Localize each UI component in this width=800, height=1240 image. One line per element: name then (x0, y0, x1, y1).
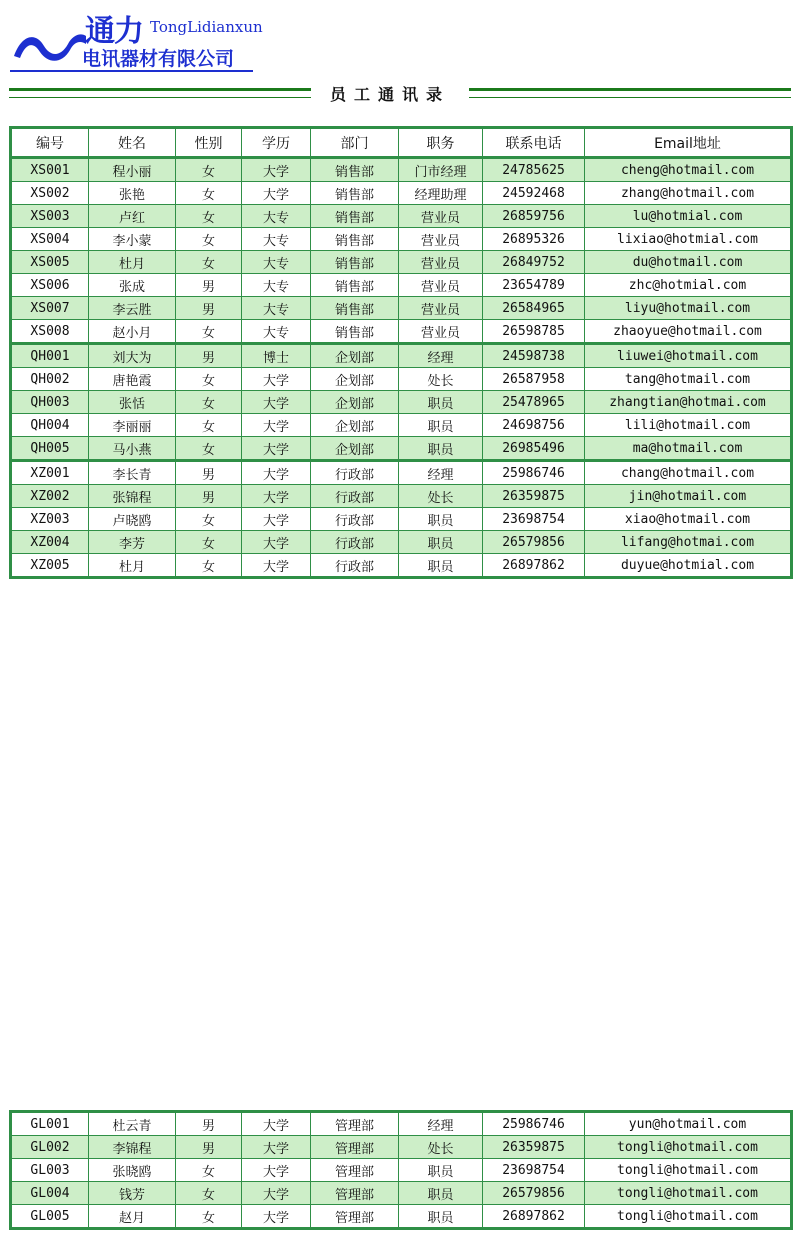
cell-education: 大学 (242, 437, 311, 461)
cell-position: 职员 (399, 391, 483, 414)
cell-email: jin@hotmail.com (585, 485, 792, 508)
cell-education: 大学 (242, 1205, 311, 1229)
cell-education: 大专 (242, 274, 311, 297)
cell-gender: 男 (176, 344, 242, 368)
cell-department: 管理部 (311, 1182, 399, 1205)
table-row (11, 320, 792, 344)
cell-id: XZ004 (11, 531, 89, 554)
cell-gender: 男 (176, 461, 242, 485)
wave-logo-icon (10, 26, 88, 66)
cell-name: 杜月 (89, 251, 176, 274)
table-row (11, 414, 792, 437)
cell-department: 管理部 (311, 1112, 399, 1136)
cell-phone: 26587958 (483, 368, 585, 391)
title-divider-right (469, 88, 791, 98)
cell-gender: 男 (176, 1136, 242, 1159)
cell-phone: 25986746 (483, 461, 585, 485)
cell-email: tongli@hotmail.com (585, 1182, 792, 1205)
cell-education: 大专 (242, 320, 311, 344)
cell-position: 营业员 (399, 320, 483, 344)
cell-name: 张成 (89, 274, 176, 297)
cell-position: 职员 (399, 1205, 483, 1229)
cell-position: 门市经理 (399, 158, 483, 182)
cell-id: QH005 (11, 437, 89, 461)
cell-position: 职员 (399, 1182, 483, 1205)
cell-department: 销售部 (311, 228, 399, 251)
cell-email: zhc@hotmial.com (585, 274, 792, 297)
cell-email: lu@hotmial.com (585, 205, 792, 228)
employee-table-body (11, 158, 792, 578)
cell-phone: 23654789 (483, 274, 585, 297)
cell-email: chang@hotmail.com (585, 461, 792, 485)
cell-email: xiao@hotmail.com (585, 508, 792, 531)
cell-name: 杜月 (89, 554, 176, 578)
cell-education: 大学 (242, 531, 311, 554)
table-row (11, 368, 792, 391)
cell-position: 职员 (399, 508, 483, 531)
cell-id: XZ003 (11, 508, 89, 531)
cell-phone: 26598785 (483, 320, 585, 344)
cell-gender: 女 (176, 158, 242, 182)
cell-position: 职员 (399, 1159, 483, 1182)
cell-name: 卢晓鸥 (89, 508, 176, 531)
cell-id: XS007 (11, 297, 89, 320)
cell-position: 营业员 (399, 205, 483, 228)
cell-name: 赵小月 (89, 320, 176, 344)
cell-department: 行政部 (311, 531, 399, 554)
cell-id: GL005 (11, 1205, 89, 1229)
employee-table-continued (9, 1110, 793, 1230)
cell-name: 张晓鸥 (89, 1159, 176, 1182)
cell-email: lili@hotmail.com (585, 414, 792, 437)
brand-company-name: 电讯器材有限公司 (82, 48, 235, 70)
cell-email: tang@hotmail.com (585, 368, 792, 391)
cell-email: duyue@hotmial.com (585, 554, 792, 578)
cell-email: tongli@hotmail.com (585, 1205, 792, 1229)
cell-position: 职员 (399, 437, 483, 461)
cell-email: du@hotmail.com (585, 251, 792, 274)
cell-gender: 女 (176, 368, 242, 391)
cell-name: 张艳 (89, 182, 176, 205)
cell-phone: 23698754 (483, 1159, 585, 1182)
table-row (11, 461, 792, 485)
cell-education: 大学 (242, 554, 311, 578)
title-divider-left (9, 88, 311, 98)
table-row (11, 391, 792, 414)
cell-education: 大学 (242, 1159, 311, 1182)
cell-phone: 24598738 (483, 344, 585, 368)
title-bar (9, 82, 791, 102)
cell-phone: 26985496 (483, 437, 585, 461)
table-row (11, 1205, 792, 1229)
column-header-position: 职务 (399, 128, 483, 158)
logo-underline (10, 70, 253, 72)
cell-position: 职员 (399, 554, 483, 578)
cell-gender: 女 (176, 251, 242, 274)
cell-phone: 26359875 (483, 485, 585, 508)
cell-phone: 26859756 (483, 205, 585, 228)
cell-id: QH004 (11, 414, 89, 437)
cell-position: 职员 (399, 414, 483, 437)
cell-phone: 24785625 (483, 158, 585, 182)
table-row (11, 274, 792, 297)
cell-department: 企划部 (311, 344, 399, 368)
table-row (11, 297, 792, 320)
cell-gender: 女 (176, 1205, 242, 1229)
cell-phone: 26359875 (483, 1136, 585, 1159)
cell-position: 营业员 (399, 251, 483, 274)
cell-department: 行政部 (311, 485, 399, 508)
cell-email: tongli@hotmail.com (585, 1159, 792, 1182)
cell-education: 大专 (242, 251, 311, 274)
cell-phone: 23698754 (483, 508, 585, 531)
cell-name: 李锦程 (89, 1136, 176, 1159)
cell-name: 李丽丽 (89, 414, 176, 437)
cell-email: zhangtian@hotmai.com (585, 391, 792, 414)
cell-position: 经理助理 (399, 182, 483, 205)
cell-email: lixiao@hotmial.com (585, 228, 792, 251)
cell-gender: 女 (176, 1159, 242, 1182)
cell-name: 唐艳霞 (89, 368, 176, 391)
cell-name: 程小丽 (89, 158, 176, 182)
cell-phone: 26579856 (483, 531, 585, 554)
cell-education: 博士 (242, 344, 311, 368)
cell-id: QH001 (11, 344, 89, 368)
cell-department: 销售部 (311, 274, 399, 297)
table-row (11, 531, 792, 554)
cell-gender: 男 (176, 297, 242, 320)
cell-education: 大学 (242, 414, 311, 437)
cell-position: 处长 (399, 1136, 483, 1159)
employee-table (9, 126, 793, 579)
cell-email: zhang@hotmail.com (585, 182, 792, 205)
table-row (11, 205, 792, 228)
cell-id: XZ005 (11, 554, 89, 578)
cell-email: ma@hotmail.com (585, 437, 792, 461)
cell-email: liuwei@hotmail.com (585, 344, 792, 368)
cell-department: 销售部 (311, 297, 399, 320)
table-row (11, 485, 792, 508)
cell-position: 营业员 (399, 297, 483, 320)
column-header-id: 编号 (11, 128, 89, 158)
cell-gender: 女 (176, 391, 242, 414)
cell-phone: 26897862 (483, 1205, 585, 1229)
cell-gender: 女 (176, 205, 242, 228)
cell-email: yun@hotmail.com (585, 1112, 792, 1136)
company-logo (10, 8, 263, 76)
cell-name: 张恬 (89, 391, 176, 414)
table-row (11, 158, 792, 182)
cell-phone: 25478965 (483, 391, 585, 414)
cell-name: 马小燕 (89, 437, 176, 461)
cell-id: XS001 (11, 158, 89, 182)
column-header-phone: 联系电话 (483, 128, 585, 158)
cell-id: XZ001 (11, 461, 89, 485)
cell-name: 杜云青 (89, 1112, 176, 1136)
cell-id: XS004 (11, 228, 89, 251)
cell-education: 大学 (242, 158, 311, 182)
cell-position: 营业员 (399, 228, 483, 251)
cell-phone: 26849752 (483, 251, 585, 274)
table-row (11, 437, 792, 461)
cell-phone: 25986746 (483, 1112, 585, 1136)
cell-education: 大学 (242, 1112, 311, 1136)
cell-email: liyu@hotmail.com (585, 297, 792, 320)
cell-gender: 女 (176, 554, 242, 578)
cell-gender: 女 (176, 508, 242, 531)
cell-name: 李芳 (89, 531, 176, 554)
cell-phone: 24698756 (483, 414, 585, 437)
cell-id: GL002 (11, 1136, 89, 1159)
employee-table-body-continued (11, 1112, 792, 1229)
cell-name: 卢红 (89, 205, 176, 228)
brand-name-english: TongLidianxun (150, 18, 263, 36)
cell-education: 大学 (242, 461, 311, 485)
cell-education: 大学 (242, 1182, 311, 1205)
cell-id: GL001 (11, 1112, 89, 1136)
cell-department: 销售部 (311, 158, 399, 182)
cell-department: 管理部 (311, 1159, 399, 1182)
table-row (11, 228, 792, 251)
cell-position: 经理 (399, 1112, 483, 1136)
cell-gender: 女 (176, 228, 242, 251)
cell-id: GL004 (11, 1182, 89, 1205)
cell-position: 经理 (399, 344, 483, 368)
cell-name: 李小蒙 (89, 228, 176, 251)
cell-id: XS008 (11, 320, 89, 344)
cell-phone: 26579856 (483, 1182, 585, 1205)
column-header-gender: 性别 (176, 128, 242, 158)
cell-education: 大学 (242, 182, 311, 205)
cell-gender: 男 (176, 1112, 242, 1136)
cell-phone: 26897862 (483, 554, 585, 578)
cell-phone: 26584965 (483, 297, 585, 320)
cell-id: QH002 (11, 368, 89, 391)
cell-education: 大专 (242, 228, 311, 251)
cell-id: QH003 (11, 391, 89, 414)
cell-department: 行政部 (311, 461, 399, 485)
cell-education: 大专 (242, 205, 311, 228)
column-header-name: 姓名 (89, 128, 176, 158)
cell-id: XS003 (11, 205, 89, 228)
cell-gender: 女 (176, 531, 242, 554)
cell-gender: 男 (176, 485, 242, 508)
cell-department: 企划部 (311, 391, 399, 414)
brand-name-large: 通力 (85, 14, 143, 49)
cell-gender: 女 (176, 1182, 242, 1205)
table-row (11, 1182, 792, 1205)
page-title: 员工通讯录 (329, 85, 450, 104)
cell-position: 处长 (399, 485, 483, 508)
table-row (11, 1136, 792, 1159)
cell-gender: 女 (176, 320, 242, 344)
cell-id: XZ002 (11, 485, 89, 508)
cell-education: 大学 (242, 508, 311, 531)
cell-gender: 女 (176, 437, 242, 461)
cell-id: GL003 (11, 1159, 89, 1182)
table-row (11, 1112, 792, 1136)
cell-phone: 26895326 (483, 228, 585, 251)
cell-position: 职员 (399, 531, 483, 554)
cell-department: 管理部 (311, 1205, 399, 1229)
cell-department: 销售部 (311, 182, 399, 205)
cell-department: 销售部 (311, 320, 399, 344)
cell-name: 李云胜 (89, 297, 176, 320)
cell-department: 行政部 (311, 508, 399, 531)
table-row (11, 251, 792, 274)
cell-email: zhaoyue@hotmail.com (585, 320, 792, 344)
cell-department: 管理部 (311, 1136, 399, 1159)
cell-name: 钱芳 (89, 1182, 176, 1205)
column-header-email: Email地址 (585, 128, 792, 158)
cell-education: 大学 (242, 1136, 311, 1159)
cell-gender: 女 (176, 414, 242, 437)
cell-department: 行政部 (311, 554, 399, 578)
table-header-row (11, 128, 792, 158)
cell-position: 经理 (399, 461, 483, 485)
cell-id: XS006 (11, 274, 89, 297)
cell-phone: 24592468 (483, 182, 585, 205)
cell-department: 企划部 (311, 414, 399, 437)
column-header-department: 部门 (311, 128, 399, 158)
cell-department: 企划部 (311, 368, 399, 391)
cell-education: 大学 (242, 485, 311, 508)
cell-position: 营业员 (399, 274, 483, 297)
cell-department: 销售部 (311, 205, 399, 228)
cell-name: 李长青 (89, 461, 176, 485)
cell-department: 销售部 (311, 251, 399, 274)
column-header-education: 学历 (242, 128, 311, 158)
cell-id: XS002 (11, 182, 89, 205)
cell-position: 处长 (399, 368, 483, 391)
cell-gender: 男 (176, 274, 242, 297)
cell-name: 张锦程 (89, 485, 176, 508)
cell-name: 刘大为 (89, 344, 176, 368)
cell-email: cheng@hotmail.com (585, 158, 792, 182)
table-row (11, 1159, 792, 1182)
cell-education: 大学 (242, 368, 311, 391)
cell-email: lifang@hotmai.com (585, 531, 792, 554)
table-row (11, 508, 792, 531)
cell-id: XS005 (11, 251, 89, 274)
table-row (11, 554, 792, 578)
table-row (11, 182, 792, 205)
cell-gender: 女 (176, 182, 242, 205)
cell-department: 企划部 (311, 437, 399, 461)
cell-email: tongli@hotmail.com (585, 1136, 792, 1159)
cell-name: 赵月 (89, 1205, 176, 1229)
cell-education: 大专 (242, 297, 311, 320)
table-row (11, 344, 792, 368)
cell-education: 大学 (242, 391, 311, 414)
